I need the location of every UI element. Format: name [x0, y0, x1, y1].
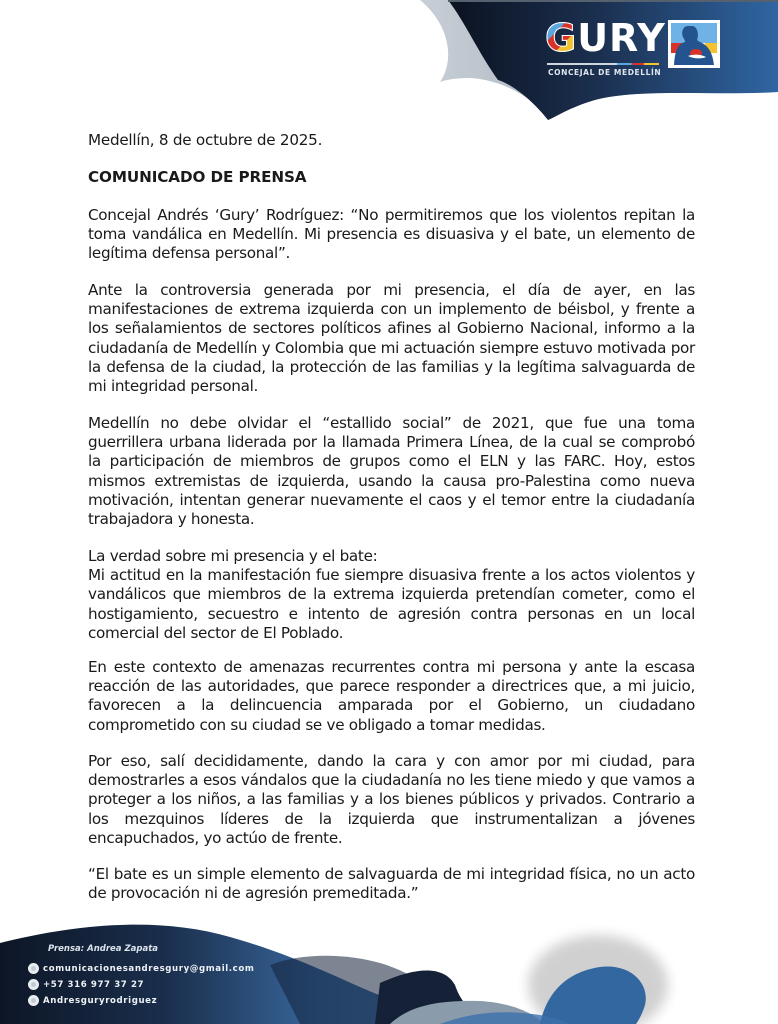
- subheading-text: La verdad sobre mi presencia y el bate:: [88, 547, 378, 565]
- logo-divider: [547, 63, 659, 65]
- logo-subtitle: CONCEJAL DE MEDELLÍN: [548, 68, 662, 77]
- social-handle[interactable]: Andresguryrodriguez: [43, 995, 158, 1006]
- context-paragraph: [88, 281, 695, 396]
- date-line: Medellín, 8 de octubre de 2025.: [88, 131, 323, 149]
- threats-paragraph: [88, 658, 695, 735]
- instagram-icon: [28, 995, 39, 1006]
- social-contact[interactable]: [28, 995, 157, 1006]
- press-release-title: COMUNICADO DE PRENSA: [88, 168, 307, 186]
- whatsapp-icon: [28, 979, 39, 990]
- paragraph-text: Mi actitud en la manifestación fue siempre disuasiva frente a los actos violentos y vandálicos que miembros de la extrema izquierda pretendían cometer, como el hostigamiento, secuestro e intento de agresión contra personas en un local comercial del sector de El Poblado.: [88, 566, 695, 642]
- phone-contact[interactable]: [28, 979, 144, 990]
- logo-wordmark-text: URY: [577, 16, 666, 60]
- paragraph-text: En este contexto de amenazas recurrentes contra mi persona y ante la escasa reacción de las autoridades, que parece responder a directrices que, a mi juicio, favorecen a la delincuencia amparada por el Gobierno, un ciudadano comprometido con su ciudad se ve obligado a tomar medidas.: [88, 658, 695, 734]
- action-paragraph: [88, 752, 695, 848]
- paragraph-text: “El bate es un simple elemento de salvaguarda de mi integridad física, no un acto de provocación ni de agresión premeditada.”: [88, 865, 695, 903]
- logo-wordmark: [545, 16, 666, 60]
- phone-number[interactable]: +57 316 977 37 27: [43, 979, 145, 990]
- logo-g-letter: G: [545, 16, 578, 60]
- email-address[interactable]: comunicacionesandresgury@gmail.com: [43, 963, 255, 974]
- paragraph-text: Ante la controversia generada por mi presencia, el día de ayer, en las manifestaciones de extrema izquierda con un implemento de béisbol, y frente a los señalamientos de sectores políticos afines al Gobierno Nacional, informo a la ciudadanía de Medellín y Colombia que mi actuación siempre estuvo motivada por la defensa de la ciudad, la protección de las familias y la legítima salvaguarda de mi integridad personal.: [88, 281, 695, 396]
- paragraph-text: Concejal Andrés ‘Gury’ Rodríguez: “No permitiremos que los violentos repitan la toma vandálica en Medellín. Mi presencia es disuasiva y el bate, un elemento de legítima defensa personal”.: [88, 206, 695, 263]
- email-contact[interactable]: [28, 963, 254, 974]
- history-paragraph: [88, 414, 695, 529]
- paragraph-text: Medellín no debe olvidar el “estallido social” de 2021, que fue una toma guerrillera urbana liderada por la llamada Primera Línea, de la cual se comprobó la participación de miembros de grupos como el ELN y las FARC. Hoy, estos mismos extremistas de izquierda, usando la causa pro-Palestina como nueva motivación, intentan generar nuevamente el caos y el temor entre la ciudadanía trabajadora y honesta.: [88, 414, 695, 529]
- councilor-silhouette-emblem: [668, 20, 720, 68]
- paragraph-text: Por eso, salí decididamente, dando la cara y con amor por mi ciudad, para demostrarles a esos vándalos que la ciudadanía no les tiene miedo y que vamos a proteger a los niños, a las familias y a los bienes públicos y privados. Contrario a los mezquinos líderes de la izquierda que instrumentalizan a jóvenes encapuchados, yo actúo de frente.: [88, 752, 695, 847]
- email-icon: [28, 963, 39, 974]
- closing-quote-paragraph: [88, 865, 695, 903]
- press-contact: Prensa: Andrea Zapata: [48, 944, 159, 954]
- headline-quote-paragraph: [88, 206, 695, 264]
- truth-paragraph: [88, 547, 695, 643]
